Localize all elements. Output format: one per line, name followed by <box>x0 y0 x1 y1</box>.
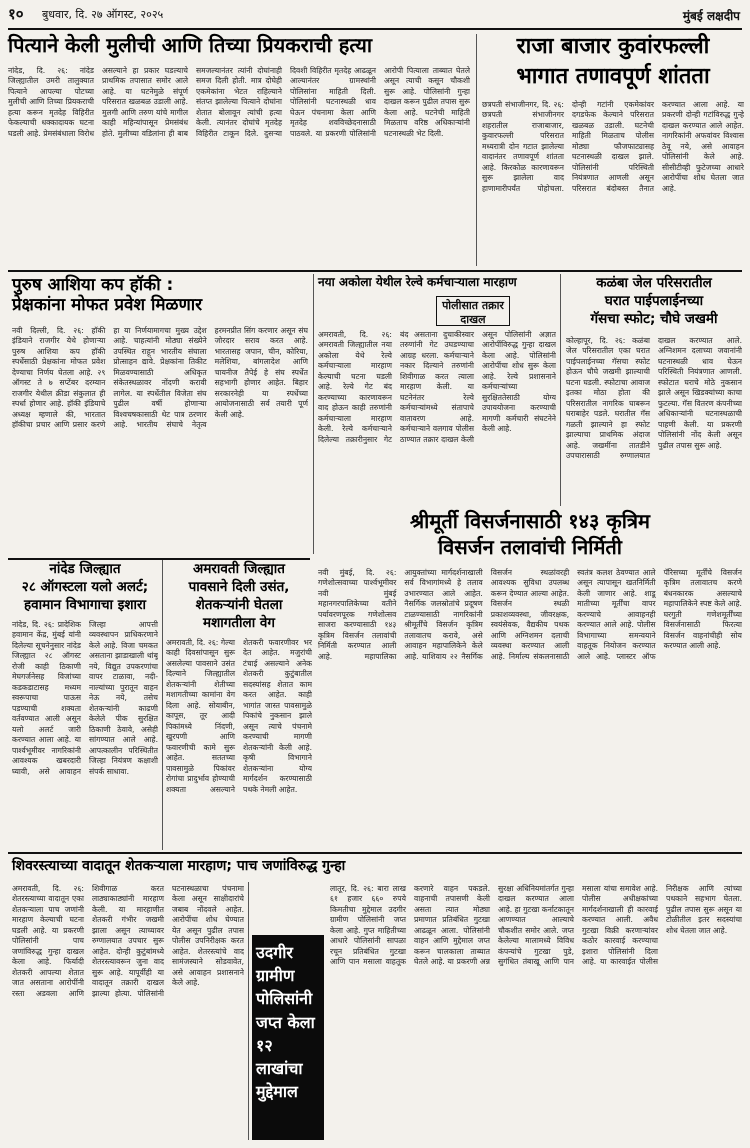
story8-headline-1: अमरावती जिल्ह्यात <box>193 561 285 577</box>
column-divider <box>248 882 249 1140</box>
story6-headline-2: विसर्जन तलावांची निर्मिती <box>437 535 622 559</box>
story7-body: नांदेड, दि. २६: प्रादेशिक हवामान केंद्र, मुंबई यांनी दिलेल्या सूचनेनुसार नांदेड जिल्ह्यात २८ ऑगस्ट रोजी काही ठिकाणी मेघगर्जनेसह विजांच्या कडकडाटासह मध्यम स्वरूपाचा पाऊस पडण्याची शक्यता वर्तवण्यात आली असून यलो अलर्ट जारी करण्यात आला आहे. या पार्श्वभूमीवर नागरिकांनी आवश्यक खबरदारी घ्यावी, असे आवाहन जिल्हा आपत्ती व्यवस्थापन प्राधिकरणाने केले आहे. विजा चमकत असताना झाडाखाली थांबू नये, विद्युत उपकरणांचा वापर टाळावा, नदी-नाल्यांच्या पुरातून वाहन नेऊ नये, तसेच शेतकऱ्यांनी काढणी केलेले पीक सुरक्षित ठिकाणी ठेवावे, असेही सांगण्यात आले आहे. आपत्कालीन परिस्थितीत जिल्हा नियंत्रण कक्षाशी संपर्क साधावा. <box>12 620 158 776</box>
story1-headline: पित्याने केली मुलीची आणि तिच्या प्रियकराची हत्या <box>8 33 372 57</box>
section-rule <box>8 852 742 854</box>
story7-headline-1: नांदेड जिल्ह्यात <box>49 561 121 577</box>
story7-headline-2: २८ ऑगस्टला यलो अलर्ट; <box>21 579 149 595</box>
story9-body: अमरावती, दि. २६: शेतरस्त्याच्या वादातून एका शेतकऱ्याला पाच जणांनी मारहाण केल्याची घटना घडली आहे. या प्रकरणी पोलिसांनी पाच जणांविरुद्ध गुन्हा दाखल केला आहे. फिर्यादी शेतकरी आपल्या शेतात जात असताना आरोपींनी रस्ता अडवला आणि शिवीगाळ करत लाठ्याकाठ्यांनी मारहाण केली. या मारहाणीत शेतकरी गंभीर जखमी झाला असून त्याच्यावर रुग्णालयात उपचार सुरू आहेत. दोन्ही कुटुंबांमध्ये शेतरस्त्यावरून जुना वाद सुरू आहे. यापूर्वीही या वादातून तक्रारी दाखल झाल्या होत्या. पोलिसांनी घटनास्थळाचा पंचनामा केला असून साक्षीदारांचे जबाब नोंदवले आहेत. आरोपींचा शोध घेण्यात येत असून पुढील तपास पोलीस उपनिरीक्षक करत आहेत. शेतरस्त्यांचे वाद सामंजस्याने सोडवावेत, असे आवाहन प्रशासनाने केले आहे. <box>12 884 244 998</box>
complaint-box: पोलीसात तक्रार दाखल <box>436 296 510 326</box>
story3-headline-1: पुरुष आशिया कप हॉकी : <box>12 275 174 295</box>
story8-body: अमरावती, दि. २६: गेल्या काही दिवसांपासून सुरू असलेल्या पावसाने उसंत दिल्याने जिल्ह्यातील शेतकऱ्यांनी शेतीच्या मशागतीच्या कामांना वेग दिला आहे. सोयाबीन, कापूस, तूर आदी पिकांमध्ये निंदणी, खुरपणी आणि फवारणीची कामे सुरू आहेत. सततच्या पावसामुळे पिकांवर रोगांचा प्रादुर्भाव होण्याची शक्यता असल्याने शेतकरी फवारणीवर भर देत आहेत. मजुरांची टंचाई असल्याने अनेक शेतकरी कुटुंबातील सदस्यांसह शेतात काम करत आहेत. काही भागांत जास्त पावसामुळे पिकांचे नुकसान झाले असून त्याचे पंचनामे करण्याची मागणी शेतकऱ्यांनी केली आहे. कृषी विभागाने शेतकऱ्यांना योग्य मार्गदर्शन करण्यासाठी पथके नेमली आहेत. <box>166 638 312 794</box>
story2-body: छत्रपती संभाजीनगर, दि. २६: छत्रपती संभाजीनगर शहरातील राजाबाजार, कुवारफल्ली परिसरात मध्यरात्री दोन गटात झालेल्या वादानंतर तणावपूर्ण शांतता आहे. किरकोळ कारणावरून सुरू झालेला वाद हाणामारीपर्यंत पोहोचला. दोन्ही गटांनी एकमेकांवर दगडफेक केल्याने परिसरात खळबळ उडाली. घटनेची माहिती मिळताच पोलीस मोठ्या फौजफाट्यासह घटनास्थळी दाखल झाले. पोलिसांनी परिस्थिती नियंत्रणात आणली असून परिसरात बंदोबस्त तैनात करण्यात आला आहे. या प्रकरणी दोन्ही गटांविरुद्ध गुन्हे दाखल करण्यात आले आहेत. नागरिकांनी अफवांवर विश्वास ठेवू नये, असे आवाहन पोलिसांनी केले आहे. सीसीटीव्ही फुटेजच्या आधारे आरोपींचा शोध घेतला जात आहे. <box>482 100 744 193</box>
section-rule <box>8 558 310 560</box>
story10-headline-5: १२ लाखांचा <box>256 1035 303 1078</box>
story3-headline-2: प्रेक्षकांना मोफत प्रवेश मिळणार <box>12 295 203 315</box>
story7-headline-3: हवामान विभागाचा इशारा <box>23 597 147 613</box>
story4-headline: नया अकोला येथील रेल्वे कर्मचाऱ्याला मारहाण <box>318 275 517 289</box>
story10-headline-6: मुद्देमाल <box>256 1082 298 1102</box>
story6-headline-1: श्रीमूर्ती विसर्जनासाठी १४३ कृत्रिम <box>410 509 650 533</box>
header-rule <box>8 28 742 30</box>
story9-headline: शिवरस्त्याच्या वादातून शेतकऱ्याला मारहाण; पाच जणांविरुद्ध गुन्हा <box>12 858 346 874</box>
story8-headline-2: पावसाने दिली उसंत, <box>188 579 290 595</box>
issue-date: बुधवार, दि. २७ ऑगस्ट, २०२५ <box>42 8 164 21</box>
column-divider <box>560 274 561 506</box>
story10-headline-4: जप्त केला <box>256 1012 315 1032</box>
story8-headline-4: मशागतीला वेग <box>203 615 275 631</box>
story5-headline-2: घरात पाईपलाईनच्या <box>604 293 704 309</box>
story2-headline-2: भागात तणावपूर्ण शांतता <box>516 64 710 89</box>
page-number: १० <box>8 5 24 23</box>
section-rule <box>8 270 742 272</box>
story5-headline-3: गॅसचा स्फोट; चौघे जखमी <box>590 311 718 327</box>
story2-headline-1: राजा बाजार कुवांरफल्ली <box>516 34 710 59</box>
story3-body: नवी दिल्ली, दि. २६: हॉकी इंडियाने राजगीर येथे होणाऱ्या पुरुष आशिया कप हॉकी स्पर्धेसाठी प्रेक्षकांना मोफत प्रवेश देण्याचा निर्णय घेतला आहे. २९ ऑगस्ट ते ७ सप्टेंबर दरम्यान राजगीर येथील क्रीडा संकुलात ही स्पर्धा होणार आहे. हॉकी इंडियाचे अध्यक्ष म्हणाले की, भारतात हॉकीचा प्रचार आणि प्रसार करणे हा या निर्णयामागचा मुख्य उद्देश आहे. चाहत्यांनी मोठ्या संख्येने उपस्थित राहून भारतीय संघाला प्रोत्साहन द्यावे. प्रेक्षकांना तिकीट मिळवण्यासाठी अधिकृत संकेतस्थळावर नोंदणी करावी लागेल. या स्पर्धेतील विजेता संघ पुढील वर्षी होणाऱ्या विश्वचषकासाठी थेट पात्र ठरणार आहे. भारतीय संघाचे नेतृत्व हरमनप्रीत सिंग करणार असून संघ जोरदार सराव करत आहे. भारतासह जपान, चीन, कोरिया, मलेशिया, बांगलादेश आणि चायनीज तैपेई हे संघ स्पर्धेत सहभागी होणार आहेत. बिहार सरकारनेही या स्पर्धेच्या आयोजनासाठी सर्व तयारी पूर्ण केली आहे. <box>12 326 308 430</box>
story4-body: अमरावती, दि. २६: अमरावती जिल्ह्यातील नया अकोला येथे रेल्वे कर्मचाऱ्याला मारहाण केल्याची घटना घडली आहे. रेल्वे गेट बंद करण्याच्या कारणावरून वाद होऊन काही तरुणांनी कर्मचाऱ्याला मारहाण केली. रेल्वे कर्मचाऱ्याने दिलेल्या तक्रारीनुसार गेट बंद असताना दुचाकीस्वार तरुणांनी गेट उघडण्याचा आग्रह धरला. कर्मचाऱ्याने नकार दिल्याने तरुणांनी शिवीगाळ करत त्याला मारहाण केली. या घटनेनंतर रेल्वे कर्मचाऱ्यांमध्ये संतापाचे वातावरण आहे. कर्मचाऱ्याने वलगाव पोलीस ठाण्यात तक्रार दाखल केली असून पोलिसांनी अज्ञात आरोपींविरुद्ध गुन्हा दाखल केला आहे. पोलिसांनी आरोपींचा शोध सुरू केला आहे. रेल्वे प्रशासनाने कर्मचाऱ्यांच्या सुरक्षिततेसाठी योग्य उपाययोजना करण्याची मागणी कर्मचारी संघटनेने केली आहे. <box>318 330 556 444</box>
story5-headline-1: कळंबा जेल परिसरातील <box>596 275 712 291</box>
story10-headline-2: ग्रामीण <box>256 966 295 986</box>
story10-headline-3: पोलिसांनी <box>256 989 313 1009</box>
story1-body: नांदेड, दि. २६: नांदेड जिल्ह्यातील उमरी तालुक्यात पित्याने आपल्या पोटच्या मुलीची आणि तिच्या प्रियकराची हत्या करून मृतदेह विहिरीत फेकल्याची धक्कादायक घटना घडली आहे. प्रेमसंबंधाला विरोध असल्याने हा प्रकार घडल्याचे प्राथमिक तपासात समोर आले आहे. या घटनेमुळे संपूर्ण परिसरात खळबळ उडाली आहे. मुलगी आणि तरुण यांचे मागील काही महिन्यांपासून प्रेमसंबंध होते. मुलीच्या वडिलांना ही बाब समजल्यानंतर त्यांनी दोघांनाही समज दिली होती. मात्र दोघेही एकमेकांना भेटत राहिल्याने संतप्त झालेल्या पित्याने दोघांना शेतात बोलावून त्यांची हत्या केली. त्यानंतर दोघांचे मृतदेह विहिरीत टाकून दिले. दुसऱ्या दिवशी विहिरीत मृतदेह आढळून आल्यानंतर ग्रामस्थांनी पोलिसांना माहिती दिली. पोलिसांनी घटनास्थळी धाव घेऊन पंचनामा केला आणि मृतदेह शवविच्छेदनासाठी पाठवले. या प्रकरणी पोलिसांनी आरोपी पित्याला ताब्यात घेतले असून त्याची कसून चौकशी सुरू आहे. पोलिसांनी गुन्हा दाखल करून पुढील तपास सुरू केला आहे. घटनेची माहिती मिळताच वरिष्ठ अधिकाऱ्यांनी घटनास्थळी भेट दिली. <box>8 66 470 138</box>
column-divider <box>162 560 163 850</box>
story10-headline-1: उदगीर <box>256 943 293 962</box>
headline-box <box>252 935 324 1140</box>
newspaper-name: मुंबई लक्षदीप <box>682 9 740 23</box>
column-divider <box>476 34 477 266</box>
story5-body: कोल्हापूर, दि. २६: कळंबा जेल परिसरातील एका घरात पाईपलाईनच्या गॅसचा स्फोट होऊन चौघे जखमी झाल्याची घटना घडली. स्फोटाचा आवाज इतका मोठा होता की परिसरातील नागरिक घाबरून घराबाहेर पडले. घरातील गॅस गळती झाल्याने हा स्फोट झाल्याचा प्राथमिक अंदाज आहे. जखमींना तातडीने उपचारासाठी रुग्णालयात दाखल करण्यात आले. अग्निशमन दलाच्या जवानांनी घटनास्थळी धाव घेऊन परिस्थिती नियंत्रणात आणली. स्फोटात घराचे मोठे नुकसान झाले असून खिडक्यांच्या काचा फुटल्या. गॅस वितरण कंपनीच्या अधिकाऱ्यांनी घटनास्थळाची पाहणी केली. या प्रकरणी पोलिसांनी नोंद केली असून पुढील तपास सुरू आहे. <box>566 336 742 461</box>
page-header <box>0 0 750 28</box>
story10-body: लातूर, दि. २६: बारा लाख ६१ हजार ६६० रुपये किमतीचा मुद्देमाल उदगीर ग्रामीण पोलिसांनी जप्त केला आहे. गुप्त माहितीच्या आधारे पोलिसांनी सापळा रचून प्रतिबंधित गुटखा आणि पान मसाला वाहतूक करणारे वाहन पकडले. वाहनाची तपासणी केली असता त्यात मोठ्या प्रमाणात प्रतिबंधित गुटखा आढळून आला. पोलिसांनी वाहन आणि मुद्देमाल जप्त करून चालकाला ताब्यात घेतले आहे. या प्रकरणी अन्न सुरक्षा अधिनियमांतर्गत गुन्हा दाखल करण्यात आला आहे. हा गुटखा कर्नाटकातून आणण्यात आल्याचे चौकशीत समोर आले. जप्त केलेल्या मालामध्ये विविध कंपन्यांचे गुटखा पुडे, सुगंधित तंबाखू आणि पान मसाला यांचा समावेश आहे. पोलीस अधीक्षकांच्या मार्गदर्शनाखाली ही कारवाई करण्यात आली. अवैध गुटखा विक्री करणाऱ्यांवर कठोर कारवाई करण्याचा इशारा पोलिसांनी दिला आहे. या कारवाईत पोलीस निरीक्षक आणि त्यांच्या पथकाने सहभाग घेतला. पुढील तपास सुरू असून या टोळीतील इतर सदस्यांचा शोध घेतला जात आहे. <box>330 884 742 967</box>
story8-headline-3: शेतकऱ्यांनी घेतला <box>195 597 283 613</box>
story6-body: नवी मुंबई, दि. २६: गणेशोत्सवाच्या पार्श्वभूमीवर नवी मुंबई महानगरपालिकेच्या वतीने पर्यावरणपूरक गणेशोत्सव साजरा करण्यासाठी १४३ कृत्रिम विसर्जन तलावांची निर्मिती करण्यात आली आहे. महापालिका आयुक्तांच्या मार्गदर्शनाखाली सर्व विभागांमध्ये हे तलाव उभारण्यात आले आहेत. नैसर्गिक जलस्रोतांचे प्रदूषण टाळण्यासाठी नागरिकांनी श्रीमूर्तींचे विसर्जन कृत्रिम तलावातच करावे, असे आवाहन महापालिकेने केले आहे. याशिवाय २२ नैसर्गिक विसर्जन स्थळांवरही आवश्यक सुविधा उपलब्ध करून देण्यात आल्या आहेत. विसर्जन स्थळी प्रकाशव्यवस्था, जीवरक्षक, स्वयंसेवक, वैद्यकीय पथक आणि अग्निशमन दलाची व्यवस्था करण्यात आली आहे. निर्माल्य संकलनासाठी स्वतंत्र कलश ठेवण्यात आले असून त्यापासून खतनिर्मिती केली जाणार आहे. शाडू मातीच्या मूर्तींचा वापर करण्याचे आवाहनही करण्यात आले आहे. पोलीस विभागाच्या समन्वयाने वाहतूक नियोजन करण्यात आले आहे. प्लास्टर ऑफ पॅरिसच्या मूर्तींचे विसर्जन कृत्रिम तलावातच करणे बंधनकारक असल्याचे महापालिकेने स्पष्ट केले आहे. घरगुती गणेशमूर्तींच्या विसर्जनासाठी फिरत्या विसर्जन वाहनांचीही सोय करण्यात आली आहे. <box>318 568 742 661</box>
column-divider <box>313 274 314 554</box>
